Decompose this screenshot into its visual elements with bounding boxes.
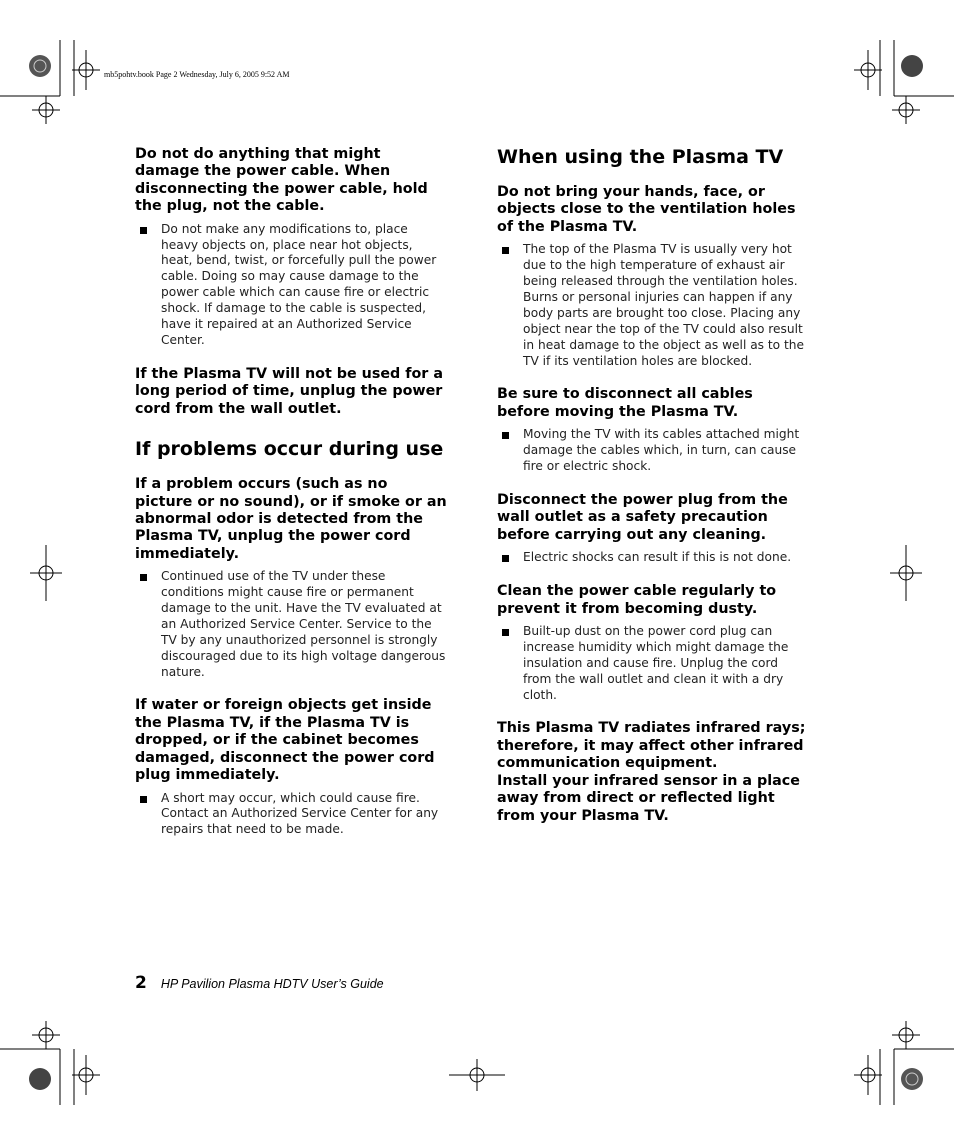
warning-lead-ventilation: Do not bring your hands, face, or objects close to the ventilation holes of the Plasma TV. bbox=[497, 184, 796, 235]
warning-lead-sensor: Install your infrared sensor in a place away from direct or reflected light from your Plasma TV. bbox=[497, 772, 800, 824]
bullet-item: Electric shocks can result if this is not done. bbox=[497, 550, 809, 566]
bullet-item: Built-up dust on the power cord plug can increase humidity which might damage the insulation and cause fire. Unplug the cord from the wall outlet and clean it with a dry cloth. bbox=[497, 624, 809, 704]
warning-lead-infrared: This Plasma TV radiates infrared rays; therefore, it may affect other infrared communication equipment. bbox=[497, 720, 806, 772]
warning-lead-cleaning: Disconnect the power plug from the wall outlet as a safety precaution before carrying out any cleaning. bbox=[497, 492, 788, 543]
square-bullet-icon bbox=[502, 432, 509, 439]
right-column bbox=[497, 146, 809, 831]
warning-lead-cables: Be sure to disconnect all cables before moving the Plasma TV. bbox=[497, 386, 753, 420]
square-bullet-icon bbox=[140, 796, 147, 803]
page-number: 2 bbox=[135, 973, 147, 993]
square-bullet-icon bbox=[502, 555, 509, 562]
bullet-item: Continued use of the TV under these conditions might cause fire or permanent damage to the unit. Have the TV evaluated at an Authorized Service Center. Service to the TV by any unauthorized personnel is strongly discouraged due to its high voltage dangerous nature. bbox=[135, 569, 447, 680]
bullet-item: A short may occur, which could cause fire. Contact an Authorized Service Center for any repairs that need to be made. bbox=[135, 791, 447, 839]
square-bullet-icon bbox=[502, 247, 509, 254]
book-title: HP Pavilion Plasma HDTV User’s Guide bbox=[160, 977, 384, 991]
square-bullet-icon bbox=[140, 227, 147, 234]
square-bullet-icon bbox=[140, 574, 147, 581]
square-bullet-icon bbox=[502, 629, 509, 636]
warning-lead-water: If water or foreign objects get inside the Plasma TV, if the Plasma TV is dropped, or if the cabinet becomes damaged, disconnect the power cord plug immediately. bbox=[135, 697, 435, 784]
bullet-item: The top of the Plasma TV is usually very hot due to the high temperature of exhaust air being released through the ventilation holes. Burns or personal injuries can happen if any body parts are brought too close. Placing any object near the top of the TV could also result in heat damage to the object as well as to the TV if its ventilation holes are blocked. bbox=[497, 242, 809, 369]
section-heading-using: When using the Plasma TV bbox=[497, 146, 784, 168]
warning-lead-unplug: If the Plasma TV will not be used for a long period of time, unplug the power cord from the wall outlet. bbox=[135, 365, 443, 417]
bullet-item: Moving the TV with its cables attached might damage the cables which, in turn, can cause fire or electric shock. bbox=[497, 427, 809, 475]
section-heading-problems: If problems occur during use bbox=[135, 438, 444, 461]
warning-lead-problem: If a problem occurs (such as no picture or no sound), or if smoke or an abnormal odor is detected from the Plasma TV, unplug the power cord immediately. bbox=[135, 476, 447, 562]
page-footer bbox=[135, 973, 384, 993]
left-column bbox=[135, 146, 447, 855]
print-slug: mb5pohtv.book Page 2 Wednesday, July 6, 2005 9:52 AM bbox=[104, 70, 290, 79]
bullet-item: Do not make any modifications to, place heavy objects on, place near hot objects, heat, bend, twist, or forcefully pull the power cable. Doing so may cause damage to the power cable which can cause fire or electric shock. If damage to the cable is suspected, have it repaired at an Authorized Service Center. bbox=[135, 222, 447, 349]
warning-lead-dust: Clean the power cable regularly to prevent it from becoming dusty. bbox=[497, 583, 777, 617]
warning-lead-power-cable: Do not do anything that might damage the power cable. When disconnecting the power cable, hold the plug, not the cable. bbox=[135, 146, 428, 215]
